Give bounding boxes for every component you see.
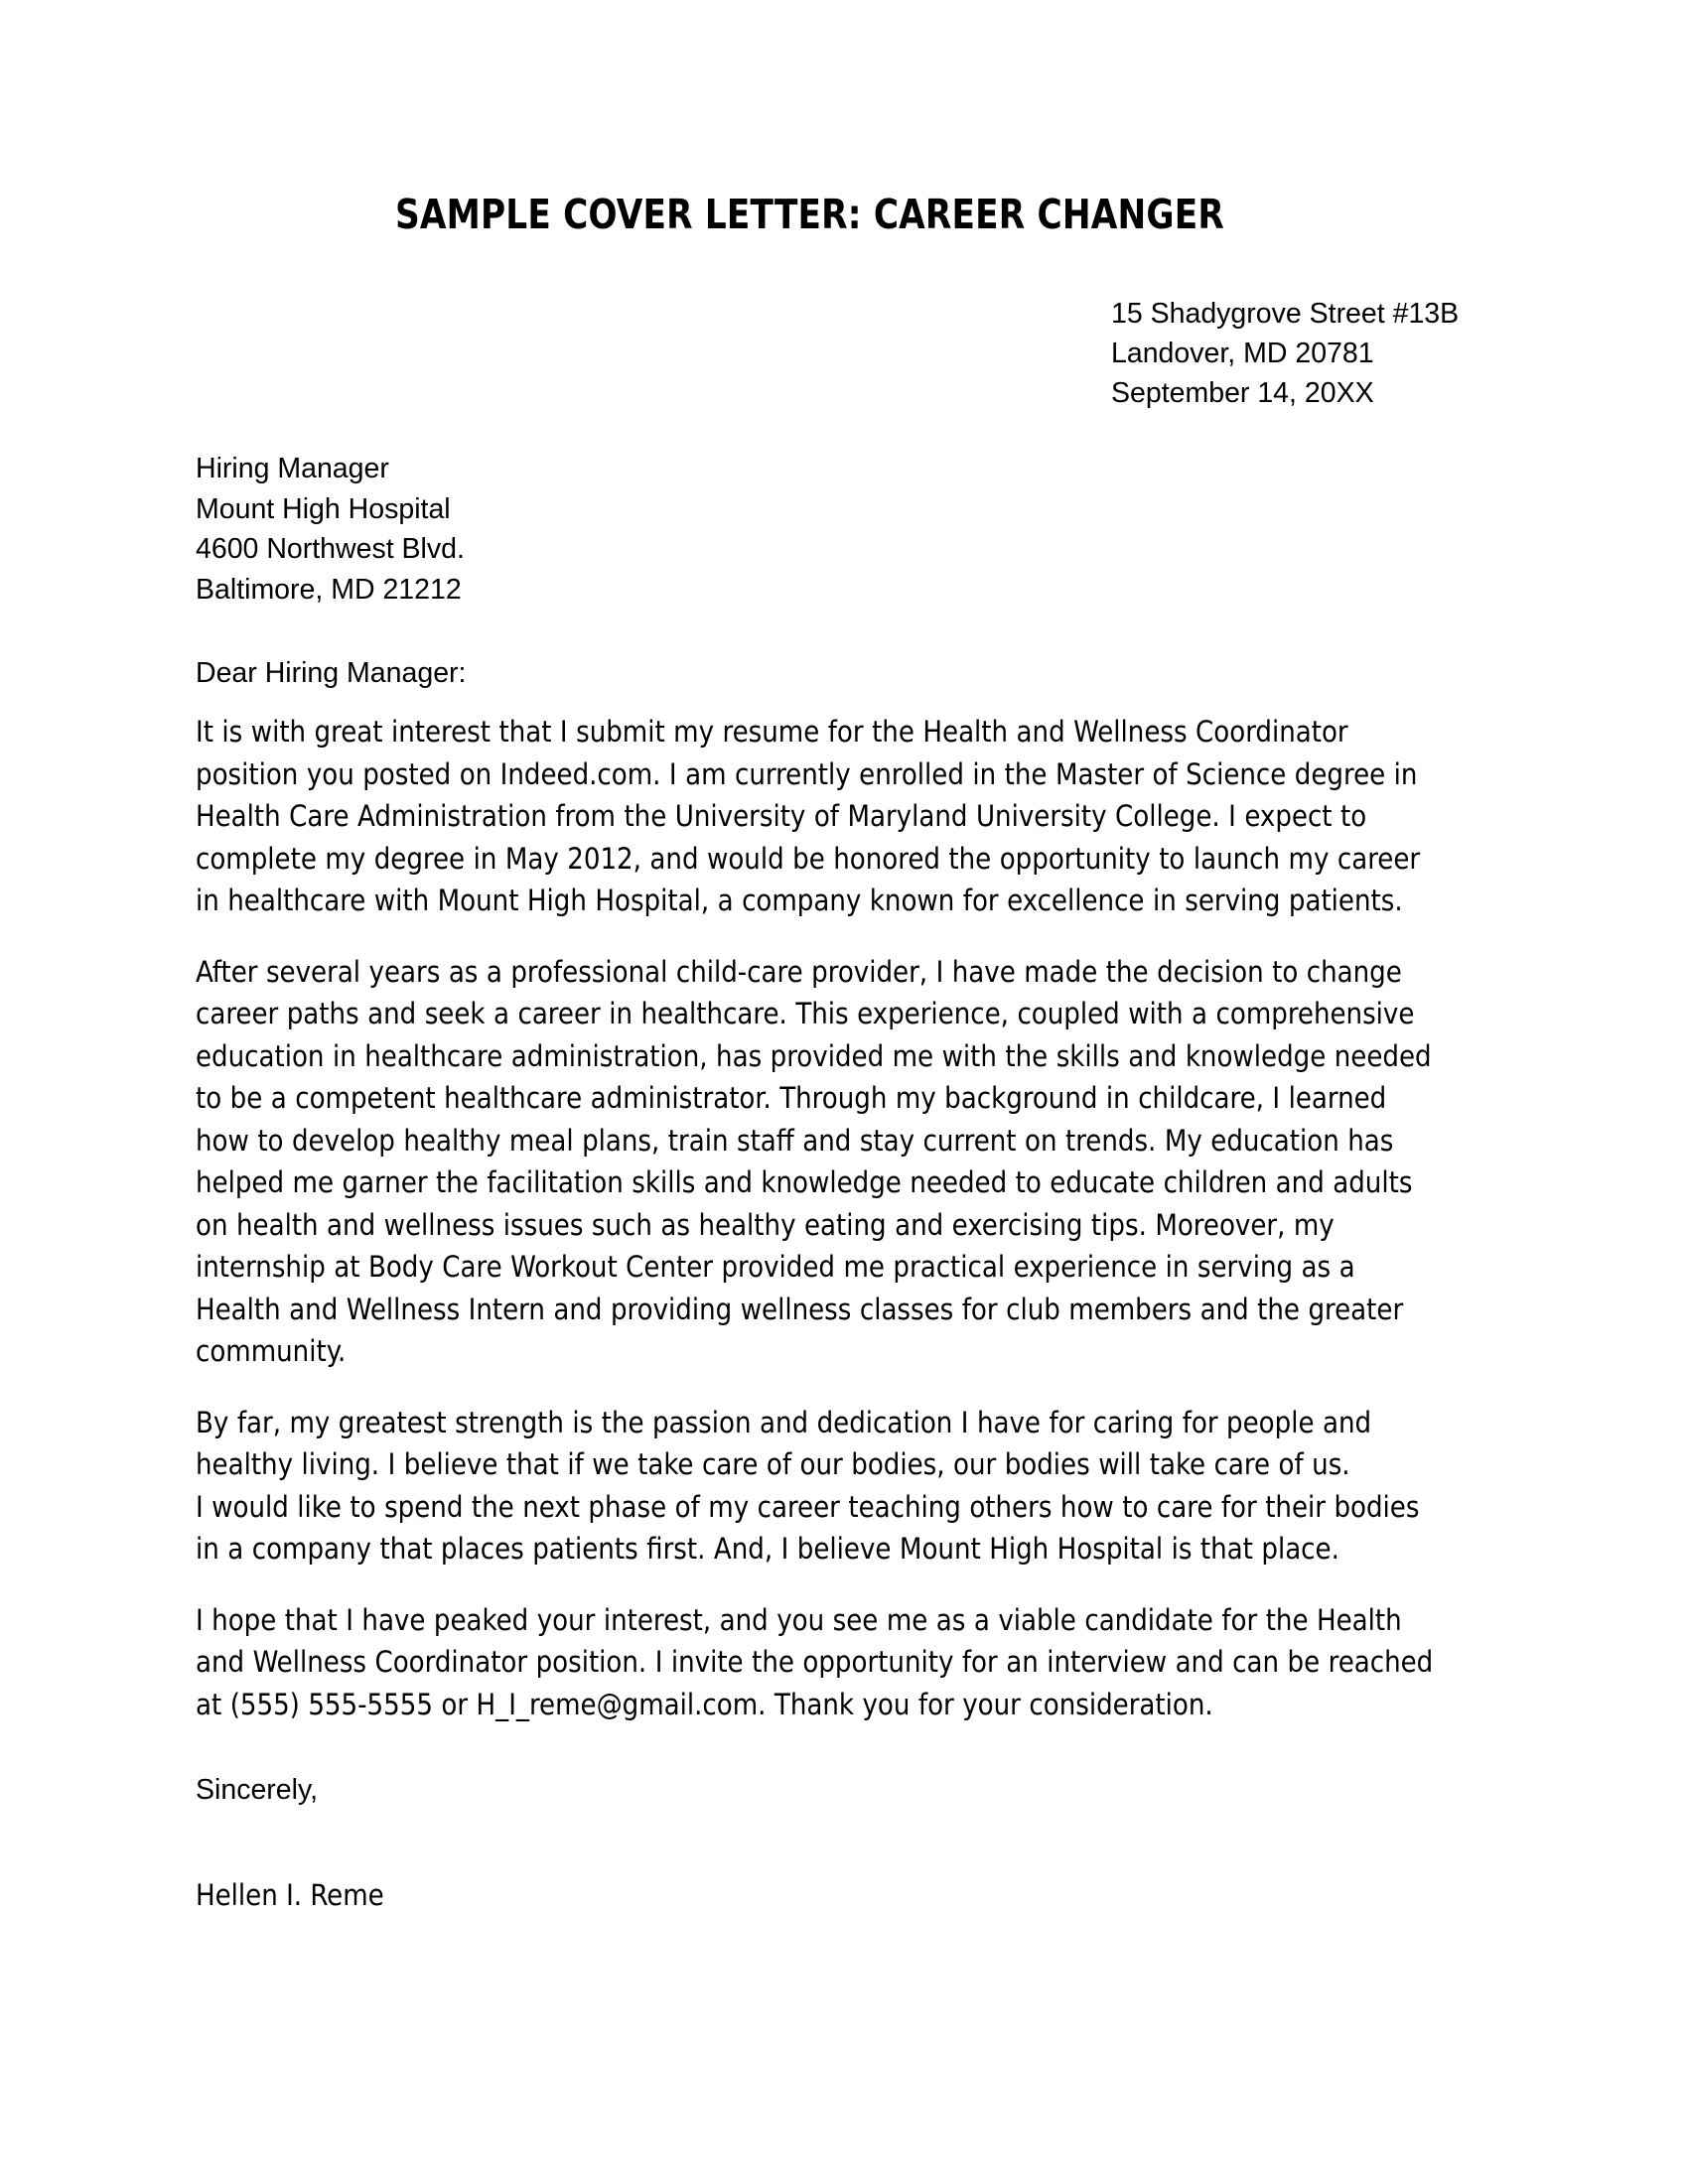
body-paragraph-1: It is with great interest that I submit my resume for the Health and Wellness Coordinator position you posted on Indeed.com. I am currently enrolled in the Master of Science degree in Health Care Administration from the University of Maryland University College. I expect to complete my degree in May 2012, and would be honored the opportunity to launch my career in healthcare with Mount High Hospital, a company known for excellence in serving patients. bbox=[196, 715, 1421, 917]
recipient-city-state-zip: Baltimore, MD 21212 bbox=[196, 573, 462, 606]
body-paragraph-4: I hope that I have peaked your interest, and you see me as a viable candidate for the Health and Wellness Coordinator position. I invite the opportunity for an interview and can be reached at (555) 555-5555 or H_I_reme@gmail.com. Thank you for your consideration. bbox=[196, 1602, 1434, 1721]
sender-address-block bbox=[1111, 294, 1459, 413]
recipient-address-block bbox=[196, 449, 465, 610]
recipient-organization: Mount High Hospital bbox=[196, 492, 451, 525]
closing-valediction: Sincerely, bbox=[196, 1774, 319, 1806]
salutation: Dear Hiring Manager: bbox=[196, 657, 467, 689]
recipient-name: Hiring Manager bbox=[196, 453, 389, 484]
body-paragraph-2: After several years as a professional child-care provider, I have made the decision to change career paths and seek a career in healthcare. This experience, coupled with a comprehensive education in healthcare administration, has provided me with the skills and knowledge needed to be a competent healthcare administrator. Through my background in childcare, I learned how to develop healthy meal plans, train staff and stay current on trends. My education has helped me garner the facilitation skills and knowledge needed to educate children and adults on health and wellness issues such as healthy eating and exercising tips. Moreover, my internship at Body Care Workout Center provided me practical experience in serving as a Health and Wellness Intern and providing wellness classes for club members and the greater community. bbox=[196, 954, 1432, 1368]
page-title: SAMPLE COVER LETTER: CAREER CHANGER bbox=[395, 191, 1224, 238]
body-paragraph-3-line-1: By far, my greatest strength is the passion and dedication I have for caring for people and healthy living. I believe that if we take care of our bodies, our bodies will take care of us. bbox=[196, 1405, 1372, 1481]
sender-city-state-zip: Landover, MD 20781 bbox=[1111, 338, 1374, 369]
recipient-street: 4600 Northwest Blvd. bbox=[196, 533, 465, 565]
body-paragraph-3 bbox=[196, 1402, 1439, 1570]
letter-date: September 14, 20XX bbox=[1111, 377, 1374, 409]
body-paragraph-3-line-2: I would like to spend the next phase of my career teaching others how to care for their bodies in a company that places patients first. And, I believe Mount High Hospital is that place. bbox=[196, 1489, 1420, 1566]
letter-body bbox=[196, 711, 1439, 1725]
sender-street: 15 Shadygrove Street #13B bbox=[1111, 298, 1460, 330]
signature-name: Hellen I. Reme bbox=[196, 1878, 384, 1912]
